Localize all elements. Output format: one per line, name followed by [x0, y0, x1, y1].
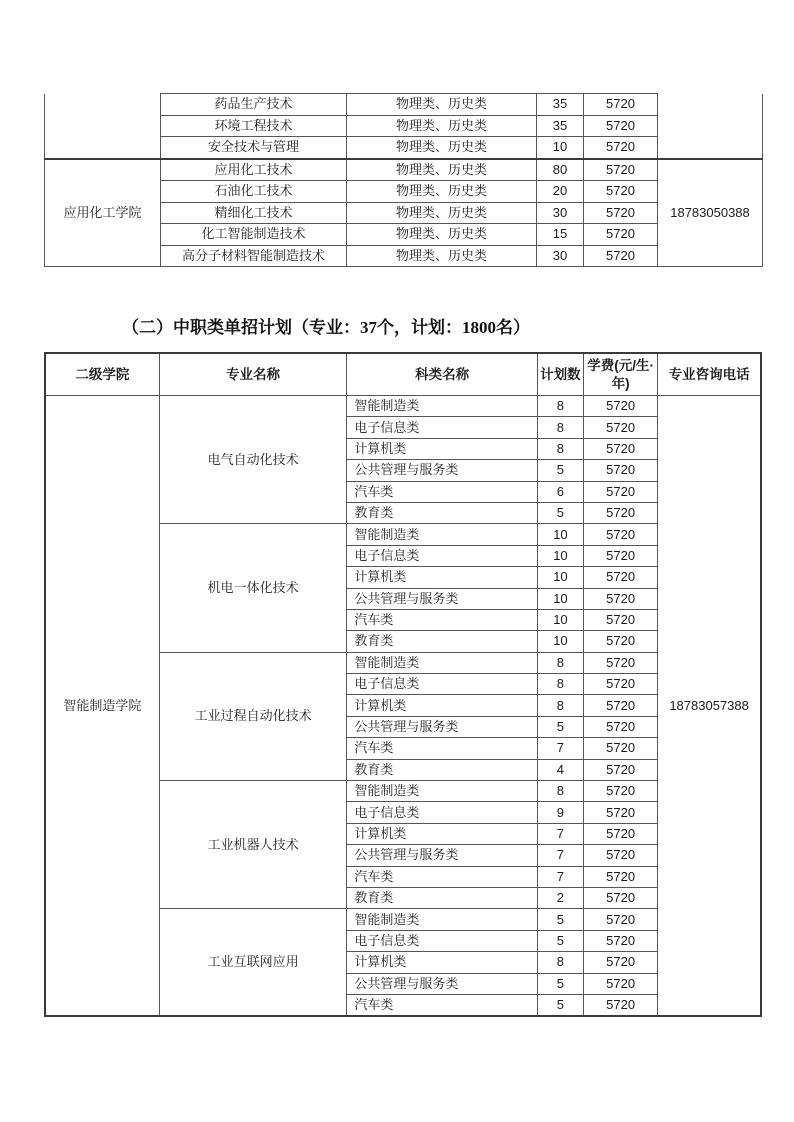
major-cell: 环境工程技术: [161, 115, 347, 137]
major-cell: 电气自动化技术: [159, 396, 347, 524]
count-cell: 8: [537, 695, 583, 716]
count-cell: 7: [537, 823, 583, 844]
fee-cell: 5720: [583, 652, 657, 673]
fee-cell: 5720: [583, 802, 657, 823]
category-cell: 公共管理与服务类: [347, 716, 538, 737]
category-cell: 汽车类: [347, 994, 538, 1016]
fee-cell: 5720: [583, 609, 657, 630]
fee-cell: 5720: [583, 930, 657, 951]
category-cell: 物理类、历史类: [347, 245, 537, 267]
count-cell: 10: [537, 524, 583, 545]
count-cell: 7: [537, 845, 583, 866]
fee-cell: 5720: [584, 181, 658, 203]
category-cell: 电子信息类: [347, 802, 538, 823]
major-cell: 精细化工技术: [161, 202, 347, 224]
major-cell: 高分子材料智能制造技术: [161, 245, 347, 267]
major-cell: 化工智能制造技术: [161, 224, 347, 246]
fee-cell: 5720: [583, 588, 657, 609]
college-cell-empty: [45, 94, 161, 159]
header-phone: 专业咨询电话: [658, 353, 761, 396]
count-cell: 20: [537, 181, 584, 203]
phone-cell: 18783050388: [658, 159, 763, 267]
fee-cell: 5720: [584, 115, 658, 137]
category-cell: 公共管理与服务类: [347, 845, 538, 866]
count-cell: 6: [537, 481, 583, 502]
category-cell: 物理类、历史类: [347, 115, 537, 137]
category-cell: 汽车类: [347, 609, 538, 630]
fee-cell: 5720: [584, 159, 658, 181]
count-cell: 5: [537, 502, 583, 523]
count-cell: 5: [537, 716, 583, 737]
fee-cell: 5720: [583, 567, 657, 588]
fee-cell: 5720: [584, 224, 658, 246]
count-cell: 8: [537, 438, 583, 459]
count-cell: 30: [537, 202, 584, 224]
count-cell: 5: [537, 994, 583, 1016]
category-cell: 汽车类: [347, 738, 538, 759]
fee-cell: 5720: [583, 438, 657, 459]
table-row: [45, 159, 763, 181]
count-cell: 7: [537, 866, 583, 887]
count-cell: 8: [537, 396, 583, 417]
category-cell: 教育类: [347, 502, 538, 523]
count-cell: 10: [537, 588, 583, 609]
fee-cell: 5720: [583, 631, 657, 652]
fee-cell: 5720: [583, 866, 657, 887]
category-cell: 智能制造类: [347, 652, 538, 673]
fee-cell: 5720: [583, 481, 657, 502]
count-cell: 8: [537, 417, 583, 438]
category-cell: 计算机类: [347, 823, 538, 844]
enrollment-table-regular: [44, 93, 763, 267]
major-cell: 药品生产技术: [161, 94, 347, 116]
category-cell: 计算机类: [347, 567, 538, 588]
category-cell: 物理类、历史类: [347, 159, 537, 181]
count-cell: 8: [537, 652, 583, 673]
category-cell: 计算机类: [347, 952, 538, 973]
fee-cell: 5720: [583, 738, 657, 759]
count-cell: 10: [537, 137, 584, 159]
enrollment-table-vocational: [44, 352, 762, 1017]
fee-cell: 5720: [583, 845, 657, 866]
category-cell: 教育类: [347, 759, 538, 780]
category-cell: 物理类、历史类: [347, 202, 537, 224]
fee-cell: 5720: [584, 245, 658, 267]
major-cell: 工业互联网应用: [159, 909, 347, 1016]
major-cell: 机电一体化技术: [159, 524, 347, 652]
count-cell: 8: [537, 952, 583, 973]
fee-cell: 5720: [583, 674, 657, 695]
fee-cell: 5720: [583, 502, 657, 523]
major-cell: 工业过程自动化技术: [159, 652, 347, 780]
fee-cell: 5720: [583, 545, 657, 566]
count-cell: 5: [537, 930, 583, 951]
fee-cell: 5720: [584, 94, 658, 116]
college-cell: 智能制造学院: [45, 396, 159, 1017]
category-cell: 物理类、历史类: [347, 94, 537, 116]
count-cell: 10: [537, 631, 583, 652]
category-cell: 电子信息类: [347, 930, 538, 951]
count-cell: 4: [537, 759, 583, 780]
major-cell: 工业机器人技术: [159, 781, 347, 909]
table-row: [45, 396, 761, 417]
fee-cell: 5720: [583, 759, 657, 780]
count-cell: 30: [537, 245, 584, 267]
fee-cell: 5720: [584, 202, 658, 224]
count-cell: 8: [537, 674, 583, 695]
phone-cell-empty: [658, 94, 763, 159]
fee-cell: 5720: [583, 417, 657, 438]
count-cell: 2: [537, 887, 583, 908]
fee-cell: 5720: [583, 695, 657, 716]
category-cell: 公共管理与服务类: [347, 588, 538, 609]
header-count: 计划数: [537, 353, 583, 396]
section-heading: （二）中职类单招计划（专业：37个，计划：1800名）: [122, 318, 530, 337]
table-row: [45, 94, 763, 116]
count-cell: 5: [537, 909, 583, 930]
count-cell: 10: [537, 545, 583, 566]
category-cell: 智能制造类: [347, 524, 538, 545]
category-cell: 智能制造类: [347, 909, 538, 930]
fee-cell: 5720: [583, 973, 657, 994]
major-cell: 应用化工技术: [161, 159, 347, 181]
category-cell: 智能制造类: [347, 396, 538, 417]
category-cell: 电子信息类: [347, 674, 538, 695]
fee-cell: 5720: [583, 781, 657, 802]
major-cell: 安全技术与管理: [161, 137, 347, 159]
count-cell: 5: [537, 460, 583, 481]
count-cell: 10: [537, 609, 583, 630]
count-cell: 35: [537, 115, 584, 137]
header-fee: 学费(元/生·年): [583, 353, 657, 396]
count-cell: 9: [537, 802, 583, 823]
count-cell: 35: [537, 94, 584, 116]
header-college: 二级学院: [45, 353, 159, 396]
category-cell: 物理类、历史类: [347, 137, 537, 159]
fee-cell: 5720: [584, 137, 658, 159]
category-cell: 智能制造类: [347, 781, 538, 802]
header-major: 专业名称: [159, 353, 347, 396]
fee-cell: 5720: [583, 994, 657, 1016]
category-cell: 汽车类: [347, 481, 538, 502]
fee-cell: 5720: [583, 716, 657, 737]
category-cell: 物理类、历史类: [347, 224, 537, 246]
fee-cell: 5720: [583, 524, 657, 545]
category-cell: 计算机类: [347, 438, 538, 459]
category-cell: 教育类: [347, 887, 538, 908]
fee-cell: 5720: [583, 396, 657, 417]
header-category: 科类名称: [347, 353, 538, 396]
category-cell: 物理类、历史类: [347, 181, 537, 203]
fee-cell: 5720: [583, 909, 657, 930]
count-cell: 80: [537, 159, 584, 181]
major-cell: 石油化工技术: [161, 181, 347, 203]
category-cell: 计算机类: [347, 695, 538, 716]
phone-cell: 18783057388: [658, 396, 761, 1017]
count-cell: 7: [537, 738, 583, 759]
fee-cell: 5720: [583, 887, 657, 908]
count-cell: 5: [537, 973, 583, 994]
fee-cell: 5720: [583, 460, 657, 481]
category-cell: 汽车类: [347, 866, 538, 887]
fee-cell: 5720: [583, 823, 657, 844]
category-cell: 教育类: [347, 631, 538, 652]
category-cell: 电子信息类: [347, 545, 538, 566]
table-header-row: [45, 353, 761, 396]
category-cell: 公共管理与服务类: [347, 460, 538, 481]
count-cell: 10: [537, 567, 583, 588]
college-cell: 应用化工学院: [45, 159, 161, 267]
count-cell: 15: [537, 224, 584, 246]
category-cell: 电子信息类: [347, 417, 538, 438]
fee-cell: 5720: [583, 952, 657, 973]
category-cell: 公共管理与服务类: [347, 973, 538, 994]
count-cell: 8: [537, 781, 583, 802]
